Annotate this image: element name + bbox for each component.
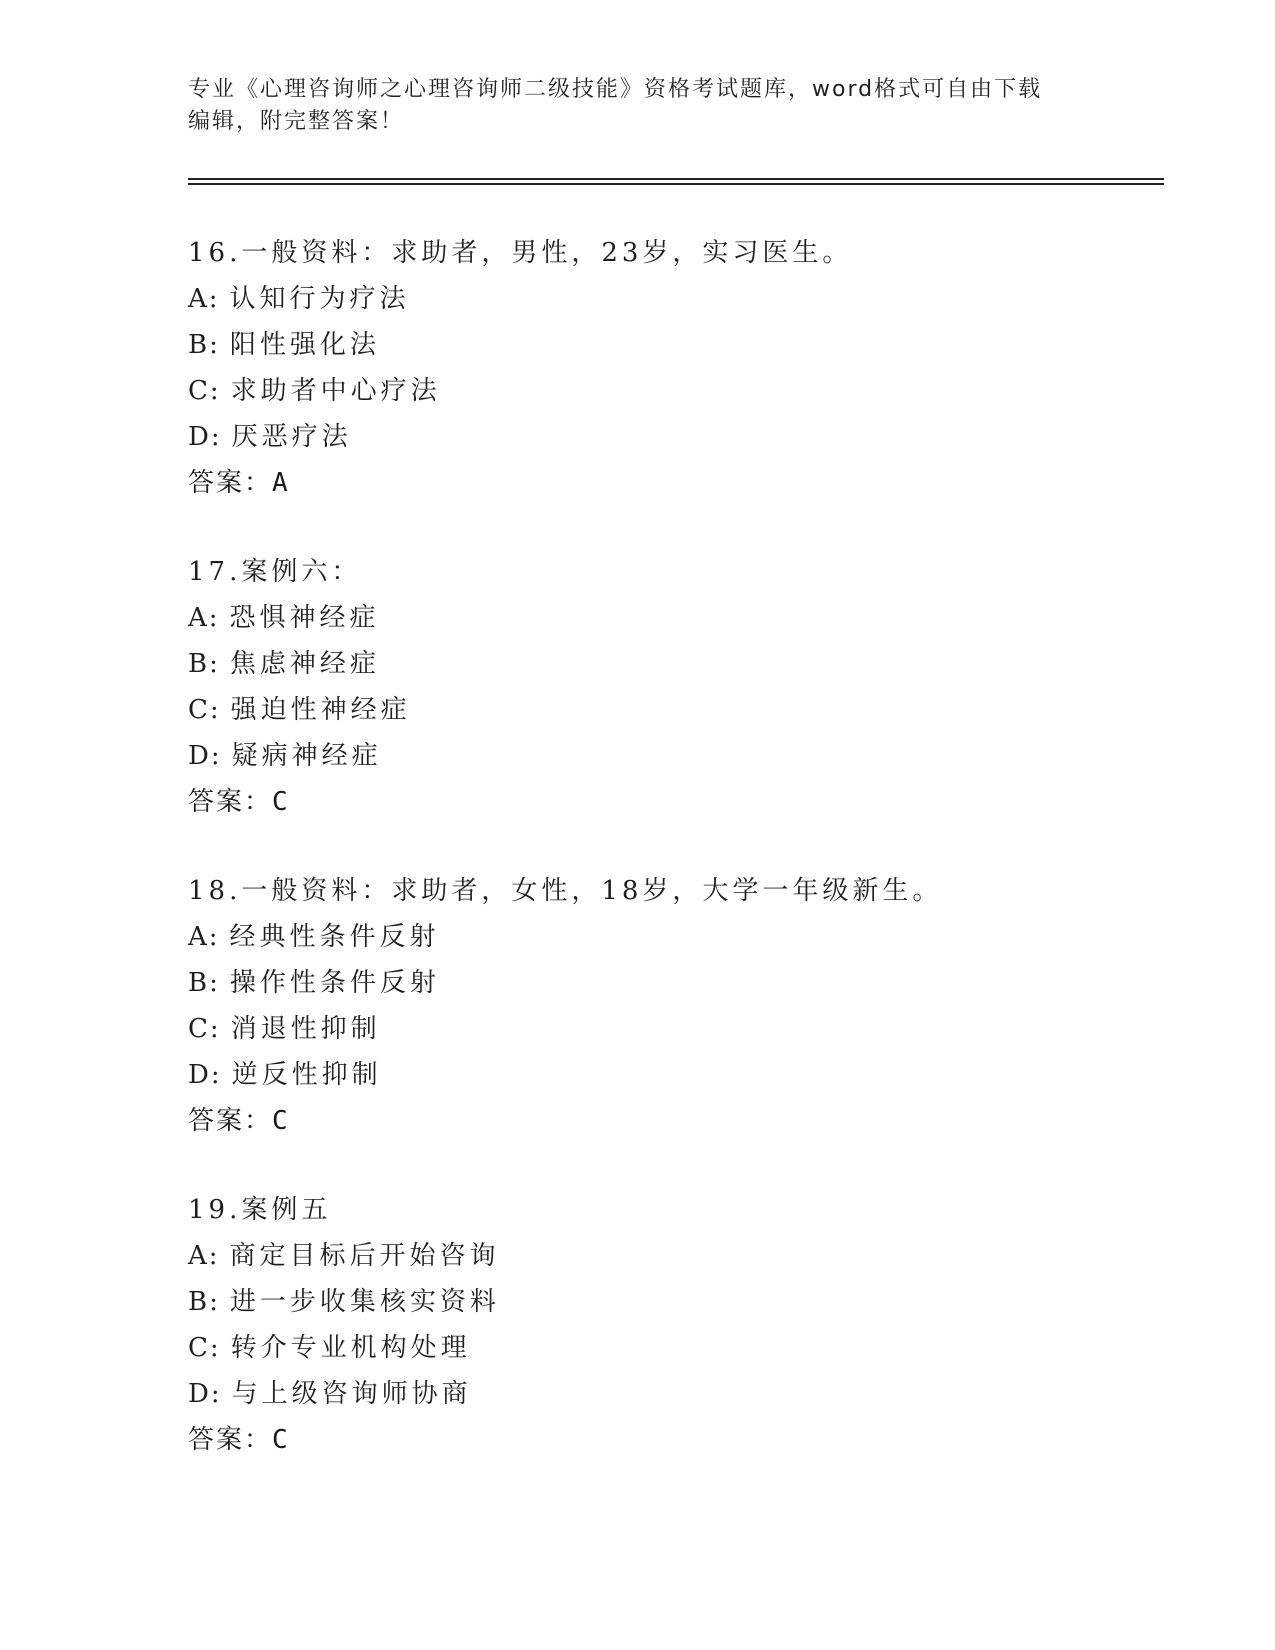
option-b <box>188 960 1148 1006</box>
option-text: 商定目标后开始咨询 <box>229 1241 500 1271</box>
option-c <box>188 368 1148 414</box>
question-19 <box>188 1187 1148 1463</box>
answer-label: 答案： <box>188 787 273 817</box>
option-text: 厌恶疗法 <box>231 422 352 452</box>
answer-value: C <box>272 1106 290 1136</box>
option-key: D: <box>188 741 222 771</box>
answer-line <box>188 779 1148 825</box>
option-key: C: <box>188 376 221 406</box>
header-line-1: 专业《心理咨询师之心理咨询师二级技能》资格考试题库，word格式可自由下载 <box>188 77 1043 102</box>
answer-label: 答案： <box>188 468 273 498</box>
option-text: 操作性条件反射 <box>229 968 440 998</box>
option-key: D: <box>188 1060 222 1090</box>
header-divider-top <box>188 178 1164 180</box>
option-b <box>188 322 1148 368</box>
header-line-2: 编辑，附完整答案！ <box>188 109 405 134</box>
option-a <box>188 1233 1148 1279</box>
option-key: B: <box>188 1287 220 1317</box>
option-key: C: <box>188 1333 221 1363</box>
question-18 <box>188 868 1148 1144</box>
option-d <box>188 733 1148 779</box>
option-text: 疑病神经症 <box>231 741 382 771</box>
header-divider-bottom <box>188 183 1164 185</box>
option-key: B: <box>188 649 220 679</box>
question-stem: 16.一般资料：求助者，男性，23岁，实习医生。 <box>188 238 853 268</box>
option-text: 恐惧神经症 <box>229 603 380 633</box>
option-text: 逆反性抑制 <box>231 1060 382 1090</box>
answer-value: C <box>272 1425 290 1455</box>
question-stem: 18.一般资料：求助者，女性，18岁，大学一年级新生。 <box>188 876 943 906</box>
answer-line <box>188 1417 1148 1463</box>
option-d <box>188 1371 1148 1417</box>
option-key: A: <box>188 284 220 314</box>
option-text: 转介专业机构处理 <box>230 1333 471 1363</box>
document-header <box>188 74 1088 138</box>
option-key: A: <box>188 1241 220 1271</box>
option-key: A: <box>188 603 220 633</box>
option-text: 焦虑神经症 <box>229 649 380 679</box>
option-text: 认知行为疗法 <box>229 284 410 314</box>
option-key: B: <box>188 968 220 998</box>
answer-label: 答案： <box>188 1425 273 1455</box>
question-stem: 17.案例六： <box>188 557 362 587</box>
option-d <box>188 1052 1148 1098</box>
answer-label: 答案： <box>188 1106 273 1136</box>
option-text: 消退性抑制 <box>230 1014 381 1044</box>
option-key: A: <box>188 922 220 952</box>
option-text: 与上级咨询师协商 <box>231 1379 472 1409</box>
option-key: D: <box>188 422 222 452</box>
option-c <box>188 687 1148 733</box>
option-key: D: <box>188 1379 222 1409</box>
answer-value: A <box>272 468 290 498</box>
answer-value: C <box>272 787 290 817</box>
option-d <box>188 414 1148 460</box>
answer-line <box>188 1098 1148 1144</box>
option-a <box>188 914 1148 960</box>
option-c <box>188 1325 1148 1371</box>
option-key: B: <box>188 330 220 360</box>
option-text: 经典性条件反射 <box>229 922 440 952</box>
option-text: 阳性强化法 <box>229 330 380 360</box>
option-text: 强迫性神经症 <box>230 695 411 725</box>
option-c <box>188 1006 1148 1052</box>
option-text: 求助者中心疗法 <box>230 376 441 406</box>
answer-line <box>188 460 1148 506</box>
option-b <box>188 641 1148 687</box>
question-stem: 19.案例五 <box>188 1195 332 1225</box>
question-16 <box>188 230 1148 506</box>
option-a <box>188 595 1148 641</box>
option-text: 进一步收集核实资料 <box>229 1287 500 1317</box>
option-key: C: <box>188 695 221 725</box>
question-17 <box>188 549 1148 825</box>
option-key: C: <box>188 1014 221 1044</box>
option-a <box>188 276 1148 322</box>
option-b <box>188 1279 1148 1325</box>
